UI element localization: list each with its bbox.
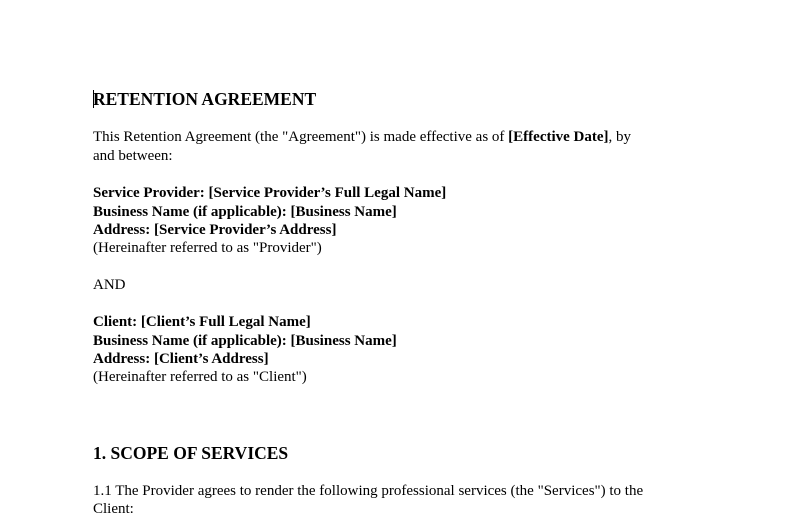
provider-business: Business Name (if applicable): [Business Name] <box>93 204 397 220</box>
and-text: AND <box>93 277 126 293</box>
section-1-heading: 1. SCOPE OF SERVICES <box>93 443 289 463</box>
client-name: Client: [Client’s Full Legal Name] <box>93 314 311 330</box>
provider-referred: (Hereinafter referred to as "Provider") <box>93 240 322 256</box>
client-referred: (Hereinafter referred to as "Client") <box>93 369 307 385</box>
document-title: RETENTION AGREEMENT <box>93 89 317 109</box>
effective-date-placeholder: [Effective Date] <box>508 129 609 145</box>
intro-line-1 <box>93 128 631 146</box>
provider-address: Address: [Service Provider’s Address] <box>93 222 337 238</box>
client-business: Business Name (if applicable): [Business Name] <box>93 333 397 349</box>
intro-text-end: , by <box>608 129 632 145</box>
intro-line-2: and between: <box>93 148 173 164</box>
section-1-1-line-1: 1.1 The Provider agrees to render the following professional services (the "Services") to the <box>93 483 644 499</box>
provider-name: Service Provider: [Service Provider’s Full Legal Name] <box>93 185 447 201</box>
intro-text: This Retention Agreement (the "Agreement") is made effective as of <box>93 129 509 145</box>
client-address: Address: [Client’s Address] <box>93 351 269 367</box>
section-1-1-line-2: Client: <box>93 501 134 517</box>
